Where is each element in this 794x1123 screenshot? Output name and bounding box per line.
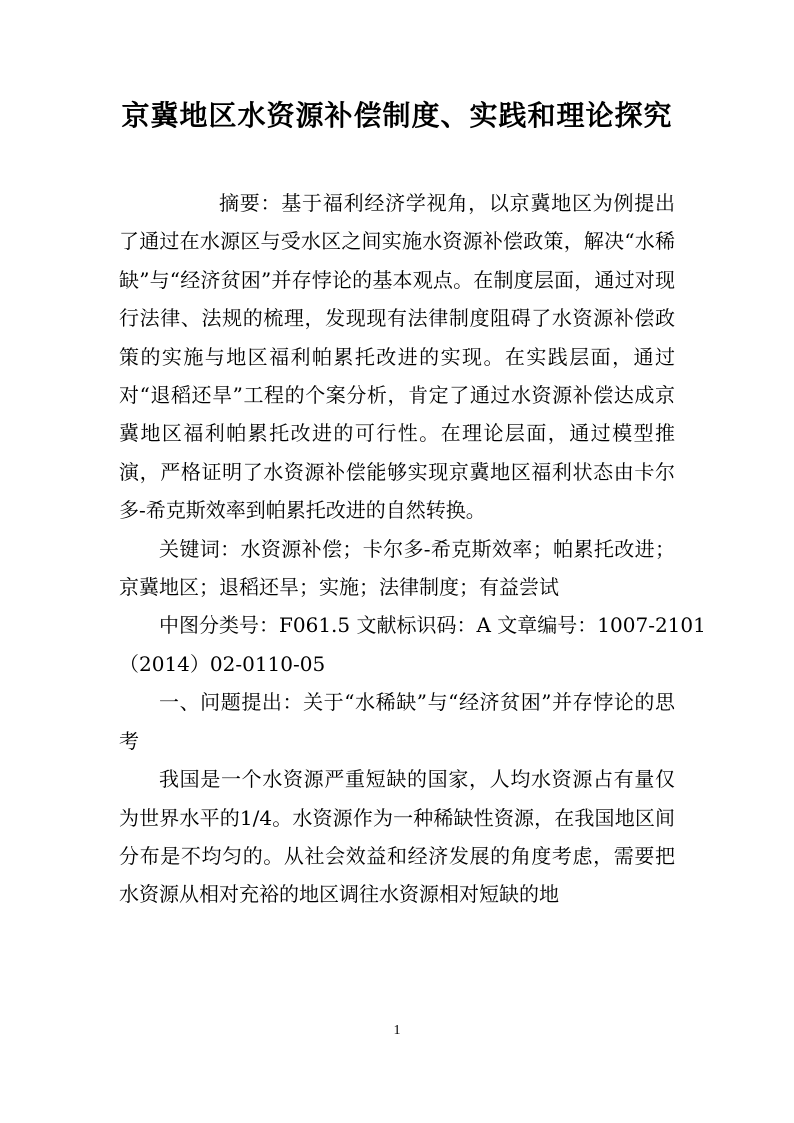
document-title: 京冀地区水资源补偿制度、实践和理论探究 [121,99,673,132]
document-body [119,184,706,914]
keywords-text: 水资源补偿；卡尔多-希克斯效率；帕累托改进；京冀地区；退稻还旱；实施；法律制度；有益尝试 [119,536,675,600]
page-number: 1 [393,1023,401,1038]
keywords-paragraph [119,530,675,607]
abstract-text: 基于福利经济学视角，以京冀地区为例提出了通过在水源区与受水区之间实施水资源补偿政策，解决“水稀缺”与“经济贫困”并存悖论的基本观点。在制度层面，通过对现行法律、法规的梳理，发现现有法律制度阻碍了水资源补偿政策的实施与地区福利帕累托改进的实现。在实践层面，通过对“退稻还旱”工程的个案分析，肯定了通过水资源补偿达成京冀地区福利帕累托改进的可行性。在理论层面，通过模型推演，严格证明了水资源补偿能够实现京冀地区福利状态由卡尔多-希克斯效率到帕累托改进的自然转换。 [119,191,676,523]
article-number-line: （2014）02-0110-05 [119,651,326,676]
abstract-label: 摘要： [219,191,282,215]
body-paragraph: 我国是一个水资源严重短缺的国家，人均水资源占有量仅为世界水平的1/4。水资源作为一种稀缺性资源，在我国地区间分布是不均匀的。从社会效益和经济发展的角度考虑，需要把水资源从相对充裕的地区调往水资源相对短缺的地 [119,767,675,907]
section-heading: 一、问题提出：关于“水稀缺”与“经济贫困”并存悖论的思考 [119,690,675,753]
classification-line: 中图分类号：F061.5 文献标识码：A 文章编号：1007-2101 [159,613,706,638]
keywords-label: 关键词： [159,536,241,561]
abstract-paragraph [119,184,675,530]
